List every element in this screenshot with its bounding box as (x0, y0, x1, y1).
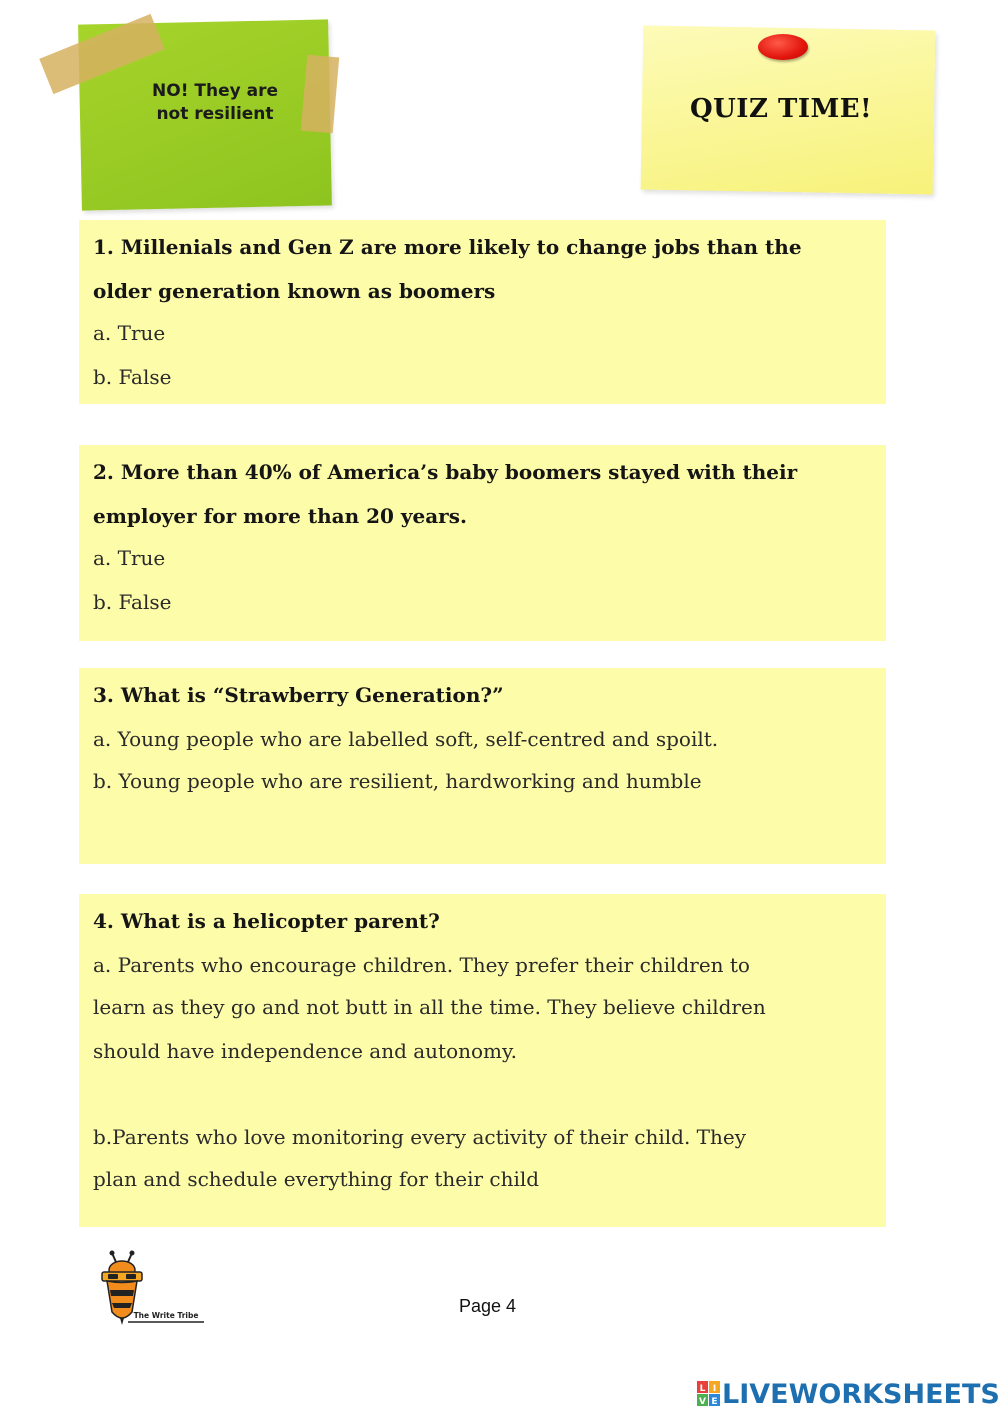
logo-letter: L (699, 1384, 706, 1394)
green-note-line: NO! They are (152, 81, 278, 101)
page-number: Page 4 (459, 1296, 517, 1316)
pushpin-icon (758, 34, 808, 60)
write-tribe-logo (98, 1250, 206, 1326)
answer-option-line: a. Parents who encourage children. They prefer their children to (93, 953, 750, 977)
logo-letter: E (711, 1397, 718, 1407)
answer-option-line: learn as they go and not butt in all the time. They believe children (93, 995, 766, 1019)
answer-option[interactable] (93, 1124, 872, 1192)
answer-option[interactable]: b. False (93, 590, 172, 614)
question-title-line: 3. What is “Strawberry Generation?” (93, 683, 504, 707)
liveworksheets-logo-icon (697, 1381, 721, 1407)
answer-option[interactable]: b. False (93, 365, 172, 389)
liveworksheets-text: LIVEWORKSHEETS (722, 1378, 1000, 1410)
question-title-line: 4. What is a helicopter parent? (93, 909, 440, 933)
answer-option[interactable]: a. Young people who are labelled soft, self-centred and spoilt. (93, 727, 719, 751)
logo-text: The Write Tribe (133, 1311, 199, 1320)
question-title-line: 2. More than 40% of America’s baby boomers stayed with their (93, 460, 798, 484)
question-title-line: employer for more than 20 years. (93, 504, 467, 528)
answer-option[interactable]: a. True (93, 321, 166, 345)
answer-option-line: b.Parents who love monitoring every activity of their child. They (93, 1125, 747, 1149)
question-card-2 (79, 445, 886, 641)
question-card-1 (79, 220, 886, 404)
question-title-line: 1. Millenials and Gen Z are more likely to change jobs than the (93, 235, 802, 259)
liveworksheets-brand[interactable] (697, 1376, 1000, 1412)
question-title-line: older generation known as boomers (93, 279, 496, 303)
quiz-title: QUIZ TIME! (689, 94, 873, 124)
answer-option-line: should have independence and autonomy. (93, 1039, 518, 1063)
answer-option-line: plan and schedule everything for their child (93, 1167, 540, 1191)
tape-strip (301, 55, 340, 133)
green-note-line: not resilient (156, 104, 274, 124)
answer-option[interactable]: a. True (93, 546, 166, 570)
question-card-3 (79, 668, 886, 864)
answer-option[interactable]: b. Young people who are resilient, hardworking and humble (93, 769, 702, 793)
logo-letter: I (712, 1384, 717, 1394)
green-note-text (140, 80, 290, 126)
logo-letter: V (699, 1397, 706, 1407)
answer-option[interactable] (93, 952, 872, 1064)
question-card-4 (79, 894, 886, 1227)
